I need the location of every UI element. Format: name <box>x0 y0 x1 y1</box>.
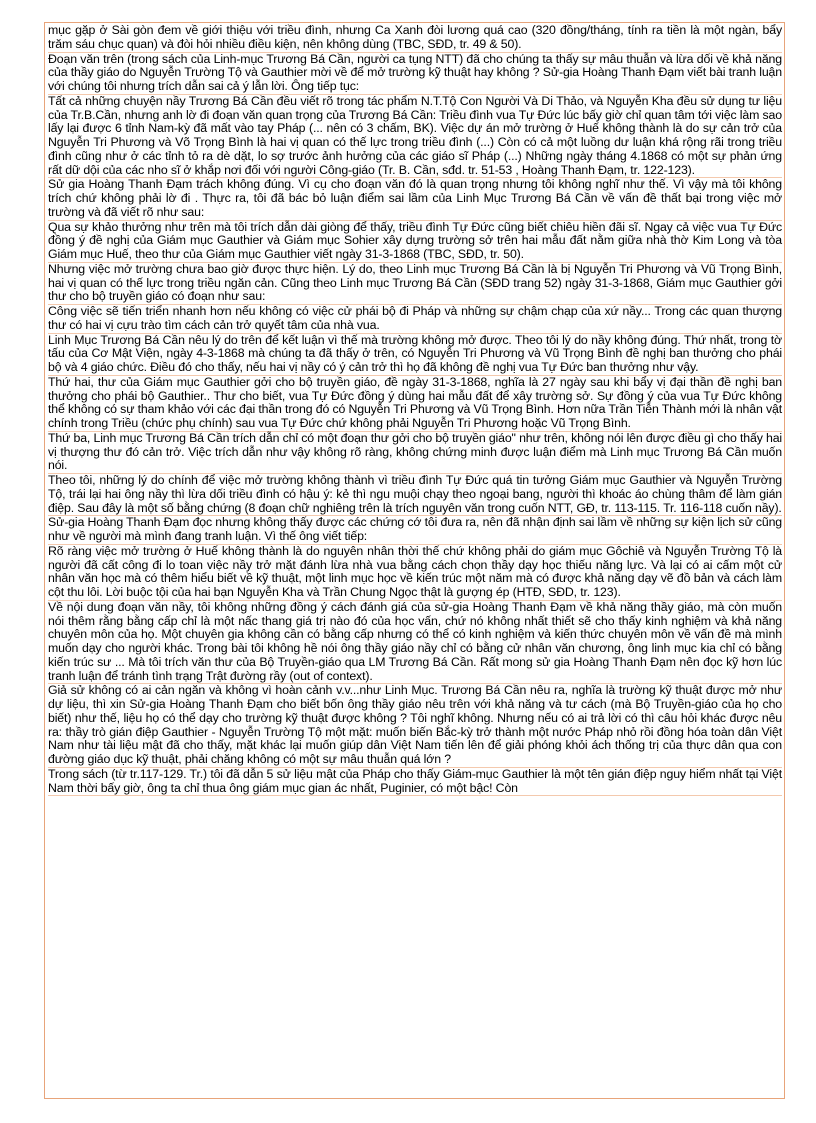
paragraph: Công việc sẽ tiến triển nhanh hơn nếu không có việc cử phái bộ đi Pháp và những sự chậm chạp của xứ nầy... Trong các quan thượng thư có hai vị cựu trào tìm cách cản trở quyết tâm của nhà vua. <box>48 304 782 332</box>
document-page <box>44 22 785 1099</box>
paragraph: Theo tôi, những lý do chính để việc mở trường không thành vì triều đình Tự Đức quá tin tưởng Giám mục Gauthier và Nguyễn Trường Tộ, trái lại hai ông nầy thì lừa dối triều đình có hậu ý: kẻ thì ngu muội chạy theo ngoại bang, người thì khoác áo chùng thâm để làm gián điệp. Sau đây là một số bằng chứng (8 đoạn chữ nghiêng trên là trích nguyên văn trong cuốn NTT, GĐ, tr. 113-115. Tr. 116-118 cuốn nầy). <box>48 473 782 515</box>
paragraph: Đoạn văn trên (trong sách của Linh-mục Trương Bá Cần, người ca tụng NTT) đã cho chúng ta thấy sự mâu thuẫn và lừa dối về khả năng của thầy giáo do Nguyễn Trường Tộ và Gauthier mời về để mở trường kỹ thuật hay không ? Sử-gia Hoàng Thanh Đạm viết bài tranh luận với chúng tôi nhưng trích dẫn sai cả ý lẫn lời. Ông tiếp tục: <box>48 51 782 93</box>
paragraph: Rõ ràng việc mở trường ở Huế không thành là do nguyên nhân thời thế chứ không phải do giám mục Gôchiê và Nguyễn Trường Tộ là người đã cất công đi lo toan việc nầy trở mặt đánh lừa nhà vua bằng cách chọn thầy dạy học thiếu năng lực. Và lại có ai cấm một cử nhân văn học mà có thêm hiểu biết về kỹ thuật, một linh mục học về kiến trúc một năm mà có được khả năng dạy vẽ đồ bản và cách làm cột thu lôi. Lời buộc tội của hai bạn Nguyễn Kha và Trần Chung Ngọc thật là gượng ép (HTĐ, SĐD, tr. 123). <box>48 543 782 599</box>
paragraph: mục gặp ở Sài gòn đem về giới thiệu với triều đình, nhưng Ca Xanh đòi lương quá cao (320 đồng/tháng, tính ra tiền là một ngàn, bẩy trăm sáu chục quan) và đòi hỏi nhiều điều kiện, nên không dùng (TBC, SĐD, tr. 49 & 50). <box>48 23 782 51</box>
paragraph: Qua sự khảo thưởng như trên mà tôi trích dẫn dài giòng để thấy, triều đình Tự Đức cũng biết chiêu hiền đãi sĩ. Ngay cả việc vua Tự Đức đồng ý đề nghị của Giám mục Gauthier và Giám mục Sohier xây dựng trường sở trên hai mẫu đất nằm giữa nhà thờ Kim Long và tòa Giám mục Huế, theo thư của Giám mục Gauthier viết ngày 31-3-1868 (TBC, SĐD, tr. 50). <box>48 219 782 261</box>
paragraph: Sử-gia Hoàng Thanh Đạm đọc nhưng không thấy được các chứng cớ tôi đưa ra, nên đã nhận định sai lầm về những sự kiện lịch sử cũng như về người mà mình đang tranh luận. Vì thế ông viết tiếp: <box>48 515 782 543</box>
paragraph: Nhưng việc mở trường chưa bao giờ được thực hiện. Lý do, theo Linh mục Trương Bá Cần là bị Nguyễn Tri Phương và Vũ Trọng Bình, hai vị quan có thế lực trong triều ngăn cản. Cũng theo Linh mục Trương Bá Cần (SĐD trang 52) ngày 31-3-1868, Giám mục Gauthier gởi thư cho bộ truyền giáo có đoạn như sau: <box>48 261 782 304</box>
paragraph: Tất cả những chuyện nầy Trương Bá Cần đều viết rõ trong tác phẩm N.T.Tộ Con Người Và Di Thảo, và Nguyễn Kha đều sử dụng tư liệu của Tr.B.Cần, nhưng anh lờ đi đoạn văn quan trọng của Trương Bá Cần: Triều đình vua Tự Đức lúc bấy giờ chỉ quan tâm tới việc làm sao lấy lại được 6 tỉnh Nam-kỳ đã mất vào tay Pháp (... nên có 3 chấm, BK). Việc dự án mở trường ở Huế không thành là do sự cản trở của Nguyễn Tri Phương và Võ Trọng Bình là hai vị quan có thế lực trong triều đình (...) Còn có cả một luồng dư luận khá rộng rãi trong triều đình cũng như ở các tỉnh tỏ ra dè dặt, lo sợ trước ảnh hưởng của các giáo sĩ Pháp (...) Những ngày tháng 4.1868 có một sự phản ứng rất dữ dội của các nho sĩ ở khắp nơi đối với người Công-giáo (Tr. B. Cần, sđd. tr. 51-53 , Hoàng Thanh Đạm, tr. 122-123). <box>48 93 782 177</box>
paragraph: Thứ ba, Linh mục Trương Bá Cần trích dẫn chỉ có một đoạn thư gởi cho bộ truyền giáo" như trên, không nói lên được điều gì cho thấy hai vị thượng thư đó cản trở. Việc trích dẫn như vậy không rõ ràng, không chứng minh được luận điểm mà Linh mục Trương Bá Cần muốn nói. <box>48 430 783 473</box>
paragraph: Sử gia Hoàng Thanh Đạm trách không đúng. Vì cụ cho đoạn văn đó là quan trọng nhưng tôi không nghĩ như thế. Vì vậy mà tôi không trích chứ không phải lờ đi . Thực ra, tôi đã bác bỏ luận điểm sai lầm của Linh Mục Trương Bá Cần về vấn đề thất bại trong việc mở trường và đã viết rõ như sau: <box>48 177 782 219</box>
paragraph: Trong sách (từ tr.117-129. Tr.) tôi đã dẫn 5 sử liệu mật của Pháp cho thấy Giám-mục Gauthier là một tên gián điệp nguy hiểm nhất tại Việt Nam thời bấy giờ, ông ta chỉ thua ông giám mục gian ác nhất, Puginier, có một bậc! Còn <box>48 766 782 795</box>
paragraph: Về nội dung đoạn văn nầy, tôi không những đồng ý cách đánh giá của sử-gia Hoàng Thanh Đạm về khả năng thầy giáo, mà còn muốn nói thêm rằng bằng cấp chỉ là một nấc thang giá trị nào đó của học vấn, chứ nó không nhất thiết sẽ cho thấy kinh nghiệm và khả năng chuyên môn của họ. Một chuyên gia không cần có bằng cấp nhưng có thể có kinh nghiệm và kiến thức chuyên môn về vấn đề mà mình muốn dạy cho người khác. Trong bài tôi không hề nói ông thầy giáo nầy chỉ có bằng cử nhân văn chương, ông linh mục kia chỉ có bằng kiến trúc sư ... Mà tôi trích văn thư của Bộ Truyền-giáo qua LM Trương Bá Cần. Rất mong sử gia Hoàng Thanh Đạm nên đọc kỹ hơn lúc tranh luận để tránh tình trạng Trật đường rầy (out of context). <box>48 599 782 683</box>
paragraph: Thứ hai, thư của Giám mục Gauthier gởi cho bộ truyền giáo, đề ngày 31-3-1868, nghĩa là 27 ngày sau khi bẩy vị đại thần đề nghị ban thưởng cho phái bộ Gauthier.. Thư cho biết, vua Tự Đức đồng ý dùng hai mẫu đất để xây trường sở. Sự đồng ý của vua Tự Đức không thể không có sự tham khảo với các đại thần trong đó có Nguyễn Tri Phương và Vũ Trọng Bình. Hơn nữa Trần Tiễn Thành mới là nhân vật chính trong Triều (chức phụ chính) sau vua Tự Đức chứ không phải Nguyễn Tri Phương hoặc Vũ Trọng Bình. <box>48 374 782 430</box>
paragraph: Linh Mục Trương Bá Cần nêu lý do trên để kết luận vì thế mà trường không mở được. Theo tôi lý do nầy không đúng. Thứ nhất, trong tờ tấu của Cơ Mật Viện, ngày 4-3-1868 mà chúng ta đã thấy ở trên, có Nguyễn Tri Phương và Vũ Trọng Bình đề nghị ban thưởng cho phái bộ và 4 giáo chức. Điều đó cho thấy, nếu hai vị nầy có ý cản trở thì họ đã không đề nghị vua Tự Đức ban thưởng như vậy. <box>48 332 782 374</box>
paragraph: Giả sử không có ai cản ngăn và không vì hoàn cảnh v.v...như Linh Mục. Trương Bá Cần nêu ra, nghĩa là trường kỹ thuật được mở như dự liệu, thì xin Sử-gia Hoàng Thanh Đạm cho biết bốn ông thầy giáo nêu trên với khả năng và tư cách (mà Bộ Truyền-giáo của họ cho biết) như thế, liệu họ có thể dạy cho trường kỹ thuật được không ? Tôi nghĩ không. Nhưng nếu có ai trả lời có thì câu hỏi khác được nêu ra: thầy trò gián điệp Gauthier - Nguyễn Trường Tộ một mặt: muốn biến Bắc-kỳ trở thành một nước Pháp nhỏ rồi đồng hóa toàn dân Việt Nam như tài liệu mật đã cho thấy, mặt khác lại muốn giúp dân Việt Nam tiến lên để giải phóng khỏi ách thống trị của thực dân qua con đường giáo dục kỹ thuật, phải chăng không có một sự mâu thuẫn quá lớn ? <box>48 683 782 766</box>
